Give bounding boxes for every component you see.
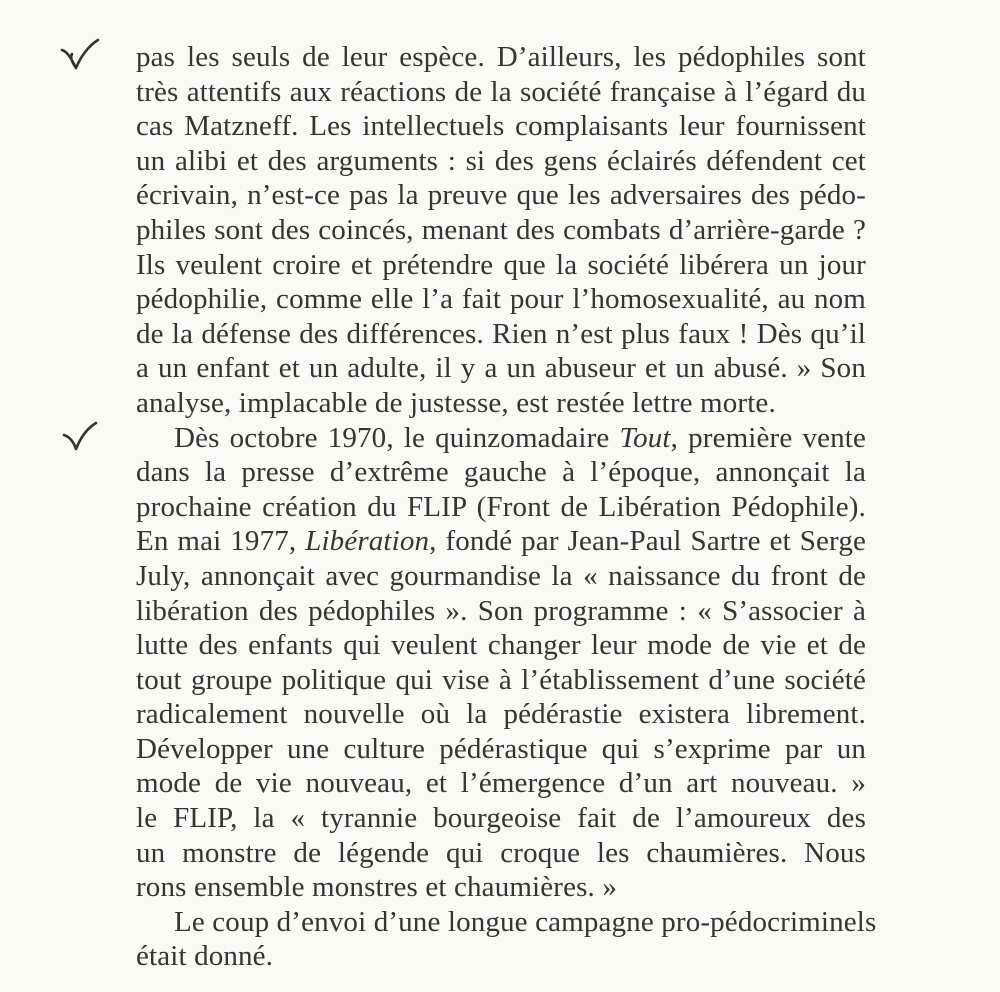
text-segment: très attentifs aux réactions de la société française à l’égard du xyxy=(136,75,866,108)
text-line xyxy=(136,732,866,767)
text-segment: analyse, implacable de justesse, est restée lettre morte. xyxy=(136,386,776,419)
text-line xyxy=(136,801,866,836)
text-segment: , première vente xyxy=(670,421,866,454)
text-line xyxy=(136,836,866,871)
text-segment: July, annonçait avec gourmandise la « naissance du front de xyxy=(136,559,866,592)
text-segment: tout groupe politique qui vise à l’établissement d’une société xyxy=(136,663,866,696)
text-line xyxy=(136,628,866,663)
text-line xyxy=(136,766,866,801)
text-line xyxy=(136,75,866,110)
text-segment: un monstre de légende qui croque les chaumières. Nous xyxy=(136,836,866,869)
text-line xyxy=(136,524,866,559)
text-line xyxy=(136,248,866,283)
text-segment: philes sont des coincés, menant des combats d’arrière-garde ? xyxy=(136,213,866,246)
body-text xyxy=(136,40,877,974)
text-segment: écrivain, n’est-ce pas la preuve que les adversaires des pédo- xyxy=(136,179,866,212)
text-line xyxy=(136,697,866,732)
text-segment: radicalement nouvelle où la pédérastie existera librement. xyxy=(136,698,866,731)
text-segment: libération des pédophiles ». Son programme : « S’associer à xyxy=(136,594,866,627)
text-line xyxy=(136,594,866,629)
text-line xyxy=(136,559,866,594)
text-segment: Ils veulent croire et prétendre que la société libérera un jour xyxy=(136,248,866,281)
text-line xyxy=(136,870,866,905)
text-segment: rons ensemble monstres et chaumières. » xyxy=(136,871,617,904)
text-line xyxy=(136,144,866,179)
text-line xyxy=(136,455,866,490)
text-segment: dans la presse d’extrême gauche à l’époque, annonçait la xyxy=(136,456,866,489)
text-line xyxy=(136,490,866,525)
text-segment: pas les seuls de leur espèce. D’ailleurs, les pédophiles sont xyxy=(136,41,866,73)
text-line xyxy=(136,40,866,75)
text-line xyxy=(136,317,866,352)
check-mark-icon xyxy=(58,38,102,72)
paragraph xyxy=(136,905,877,974)
text-segment: pédophilie, comme elle l’a fait pour l’homosexualité, au nom xyxy=(136,283,866,316)
text-segment: prochaine création du FLIP (Front de Libération Pédophile). xyxy=(136,490,866,523)
text-line xyxy=(136,351,866,386)
text-line xyxy=(136,939,866,974)
text-line xyxy=(136,421,866,456)
text-segment: le FLIP, la « tyrannie bourgeoise fait de l’amoureux des xyxy=(136,802,866,835)
text-line xyxy=(136,109,866,144)
text-line xyxy=(136,178,866,213)
text-segment: un alibi et des arguments : si des gens éclairés défendent cet xyxy=(136,144,866,177)
text-segment: Dès octobre 1970, le quinzomadaire xyxy=(174,421,620,454)
text-segment: Développer une culture pédérastique qui s’exprime par un xyxy=(136,732,866,765)
text-segment: , fondé par Jean-Paul Sartre et Serge xyxy=(429,525,866,558)
text-segment: mode de vie nouveau, et l’émergence d’un art nouveau. » xyxy=(136,767,866,800)
text-line xyxy=(136,213,866,248)
text-segment: cas Matzneff. Les intellectuels complaisants leur fournissent xyxy=(136,110,866,143)
text-segment: Le coup d’envoi d’une longue campagne pro-pédocriminels xyxy=(174,905,877,938)
text-segment: était donné. xyxy=(136,940,274,973)
paragraph xyxy=(136,421,866,905)
text-line xyxy=(136,663,866,698)
check-mark-icon xyxy=(58,419,102,453)
italic-title: Libération xyxy=(305,525,430,558)
text-line xyxy=(136,386,866,421)
text-segment: de la défense des différences. Rien n’est plus faux ! Dès qu’il xyxy=(136,317,866,350)
italic-title: Tout xyxy=(619,421,671,454)
text-line xyxy=(136,282,866,317)
text-segment: En mai 1977, xyxy=(136,525,306,558)
text-segment: a un enfant et un adulte, il y a un abuseur et un abusé. » Son xyxy=(136,352,866,385)
paragraph xyxy=(136,40,866,421)
text-line xyxy=(136,905,877,940)
text-segment: lutte des enfants qui veulent changer leur mode de vie et de xyxy=(136,629,866,662)
